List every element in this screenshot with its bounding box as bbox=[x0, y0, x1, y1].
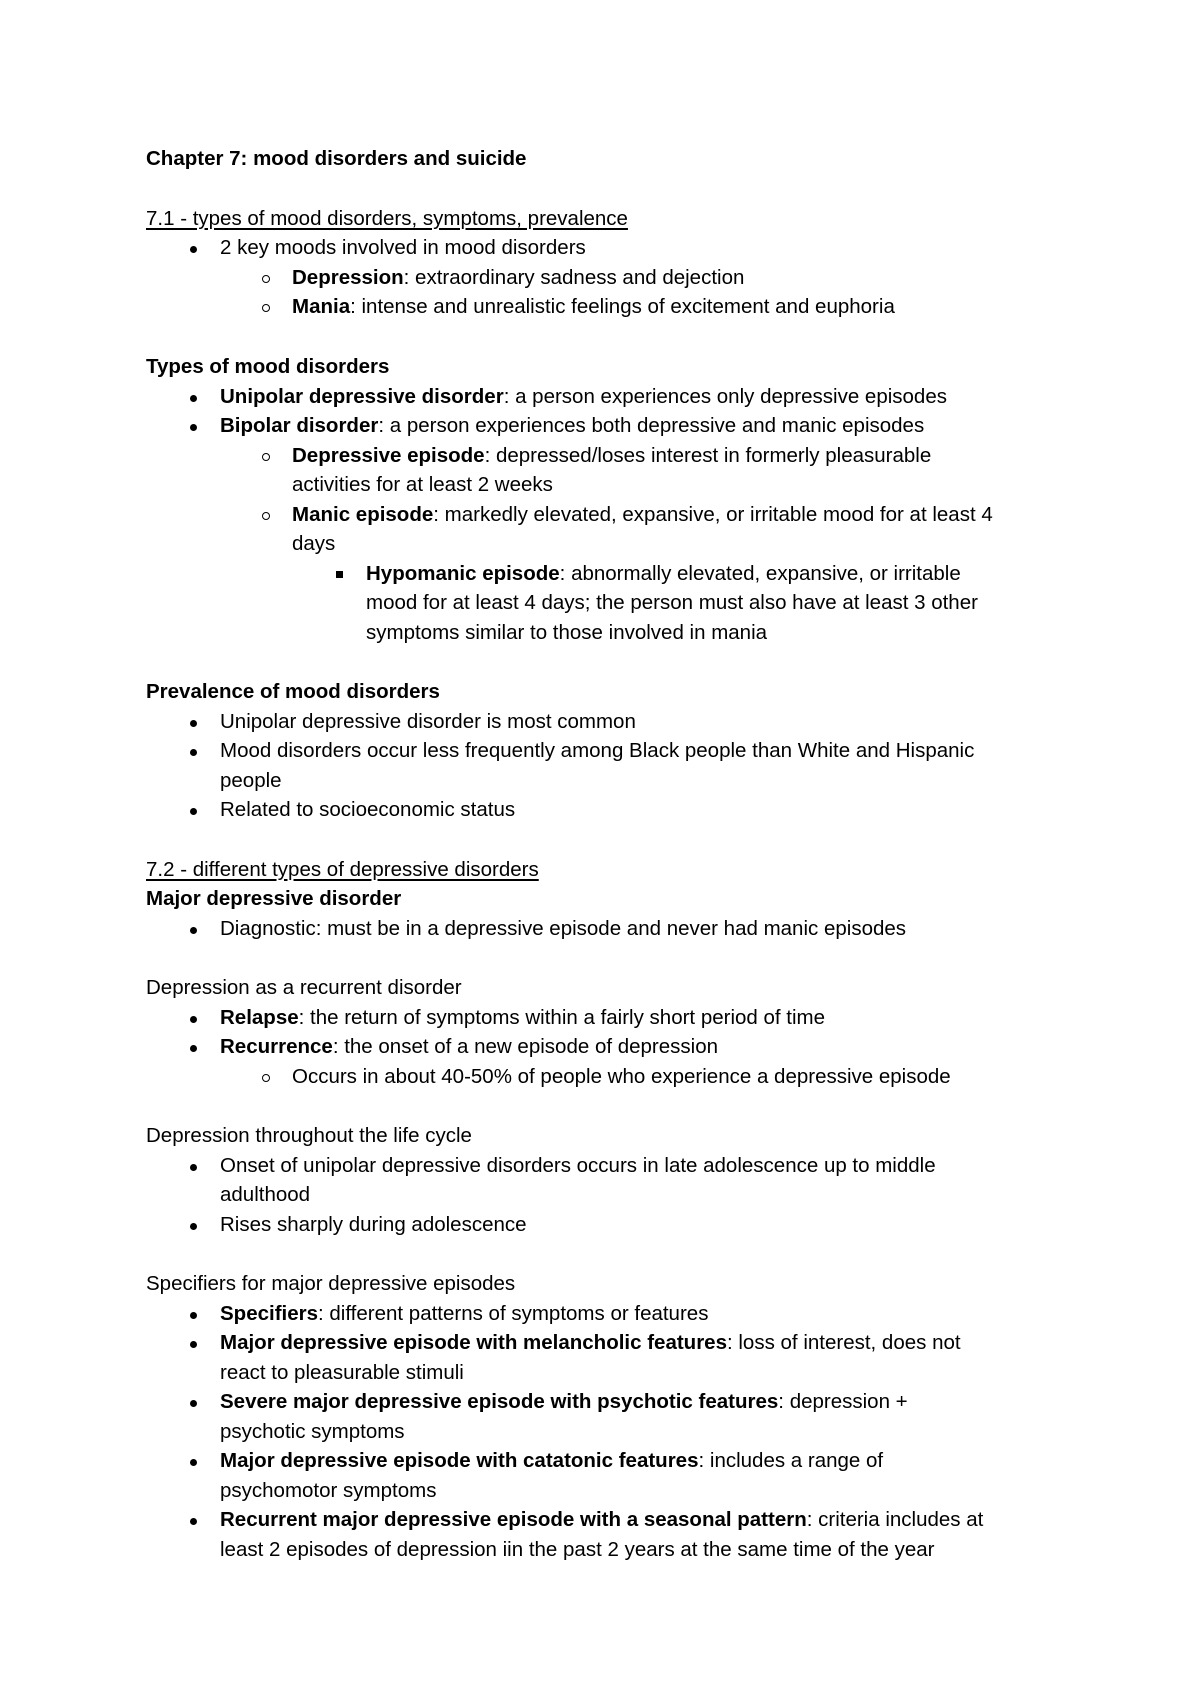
list-item: Onset of unipolar depressive disorders occurs in late adolescence up to middle bbox=[220, 1154, 936, 1177]
list-item: Manic episode: markedly elevated, expansive, or irritable mood for at least 4 bbox=[292, 503, 993, 526]
prevalence-heading: Prevalence of mood disorders bbox=[146, 680, 440, 703]
list-item-continuation: react to pleasurable stimuli bbox=[220, 1361, 464, 1384]
list-item: Related to socioeconomic status bbox=[220, 798, 516, 821]
lifecycle-heading: Depression throughout the life cycle bbox=[146, 1124, 472, 1147]
specifiers-heading: Specifiers for major depressive episodes bbox=[146, 1272, 516, 1295]
mdd-heading: Major depressive disorder bbox=[146, 887, 402, 910]
list-item-continuation: activities for at least 2 weeks bbox=[292, 473, 553, 496]
list-item-continuation: psychomotor symptoms bbox=[220, 1479, 437, 1502]
list-item: Bipolar disorder: a person experiences both depressive and manic episodes bbox=[220, 414, 925, 437]
list-item-continuation: days bbox=[292, 532, 336, 555]
list-item-continuation: mood for at least 4 days; the person must also have at least 3 other bbox=[366, 591, 978, 614]
list-item-continuation: psychotic symptoms bbox=[220, 1420, 405, 1443]
list-item: Relapse: the return of symptoms within a fairly short period of time bbox=[220, 1006, 826, 1029]
chapter-title: Chapter 7: mood disorders and suicide bbox=[146, 147, 527, 170]
list-item: Unipolar depressive disorder is most common bbox=[220, 710, 636, 733]
types-heading: Types of mood disorders bbox=[146, 355, 390, 378]
list-item: Occurs in about 40-50% of people who experience a depressive episode bbox=[292, 1065, 951, 1088]
list-item: Severe major depressive episode with psychotic features: depression + bbox=[220, 1390, 908, 1413]
list-item: Mania: intense and unrealistic feelings of excitement and euphoria bbox=[292, 295, 895, 318]
list-item: Depressive episode: depressed/loses interest in formerly pleasurable bbox=[292, 444, 932, 467]
list-item: Unipolar depressive disorder: a person experiences only depressive episodes bbox=[220, 385, 947, 408]
list-item: Specifiers: different patterns of symptoms or features bbox=[220, 1302, 709, 1325]
list-item: Recurrent major depressive episode with a seasonal pattern: criteria includes at bbox=[220, 1508, 984, 1531]
list-item: Mood disorders occur less frequently among Black people than White and Hispanic bbox=[220, 739, 975, 762]
list-item: Hypomanic episode: abnormally elevated, expansive, or irritable bbox=[366, 562, 961, 585]
list-item: Rises sharply during adolescence bbox=[220, 1213, 527, 1236]
list-item: Recurrence: the onset of a new episode of depression bbox=[220, 1035, 719, 1058]
list-item-continuation: symptoms similar to those involved in mania bbox=[366, 621, 768, 644]
list-item: Diagnostic: must be in a depressive episode and never had manic episodes bbox=[220, 917, 907, 940]
section-7-1-heading: 7.1 - types of mood disorders, symptoms, prevalence bbox=[146, 207, 628, 230]
list-item: Major depressive episode with melancholic features: loss of interest, does not bbox=[220, 1331, 961, 1354]
section-7-2-heading: 7.2 - different types of depressive disorders bbox=[146, 858, 539, 881]
list-item-continuation: adulthood bbox=[220, 1183, 311, 1206]
list-item-continuation: least 2 episodes of depression iin the past 2 years at the same time of the year bbox=[220, 1538, 935, 1561]
list-item: Depression: extraordinary sadness and dejection bbox=[292, 266, 745, 289]
list-item: 2 key moods involved in mood disorders bbox=[220, 236, 586, 259]
list-item: Major depressive episode with catatonic features: includes a range of bbox=[220, 1449, 884, 1472]
recurrent-heading: Depression as a recurrent disorder bbox=[146, 976, 462, 999]
list-item-continuation: people bbox=[220, 769, 282, 792]
